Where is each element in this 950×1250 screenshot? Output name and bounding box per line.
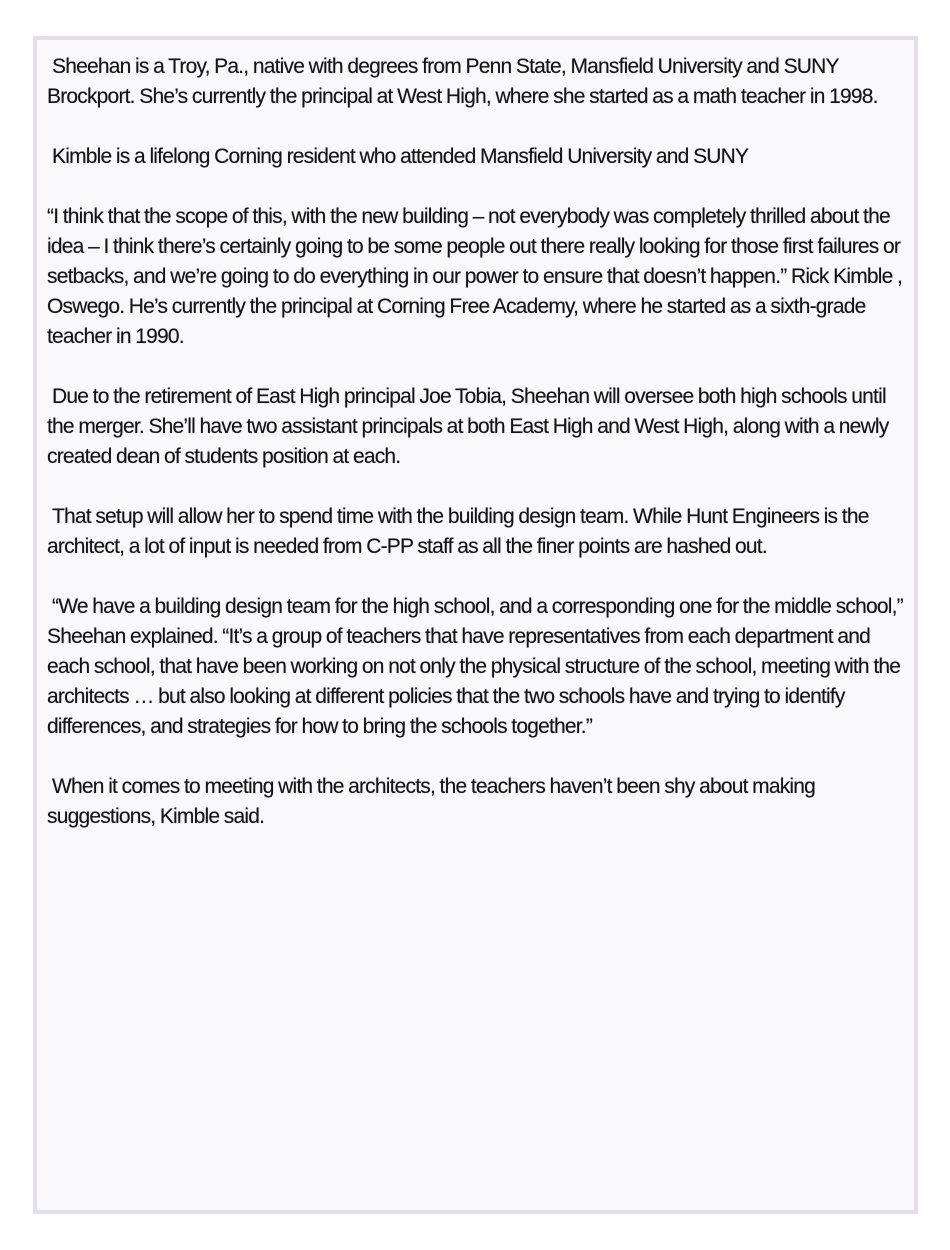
paragraph-kimble-bio: Kimble is a lifelong Corning resident who attended Mansfield University and SUNY	[52, 145, 749, 168]
article-body	[47, 52, 909, 862]
document-frame	[33, 36, 918, 1214]
paragraph-kimble-quote: “I think that the scope of this, with the new building – not everybody was completely thrilled about the idea – I think there’s certainly going to be some people out there really looking for those first failures or setbacks, and we’re going to do everything in our power to ensure that doesn’t happen.” Rick Kimble , Oswego. He’s currently the principal at Corning Free Academy, where he started as a sixth-grade teacher in 1990.	[47, 205, 903, 348]
paragraph-retirement: Due to the retirement of East High principal Joe Tobia, Sheehan will oversee both high schools until the merger. She’ll have two assistant principals at both East High and West High, along with a newly created dean of students position at each.	[47, 385, 889, 468]
paragraph-sheehan-bio: Sheehan is a Troy, Pa., native with degrees from Penn State, Mansfield University and SUNY Brockport. She’s currently the principal at West High, where she started as a math teacher in 1998.	[47, 55, 878, 108]
paragraph-design-team: That setup will allow her to spend time with the building design team. While Hunt Engineers is the architect, a lot of input is needed from C-PP staff as all the finer points are hashed out.	[47, 505, 869, 558]
paragraph-sheehan-quote: “We have a building design team for the high school, and a corresponding one for the middle school,” Sheehan explained. “It’s a group of teachers that have representatives from each department and each school, that have been working on not only the physical structure of the school, meeting with the architects … but also looking at different policies that the two schools have and trying to identify differences, and strategies for how to bring the schools together.”	[47, 595, 903, 738]
document-panel	[37, 40, 914, 1210]
paragraph-suggestions: When it comes to meeting with the architects, the teachers haven’t been shy about making suggestions, Kimble said.	[47, 775, 816, 828]
